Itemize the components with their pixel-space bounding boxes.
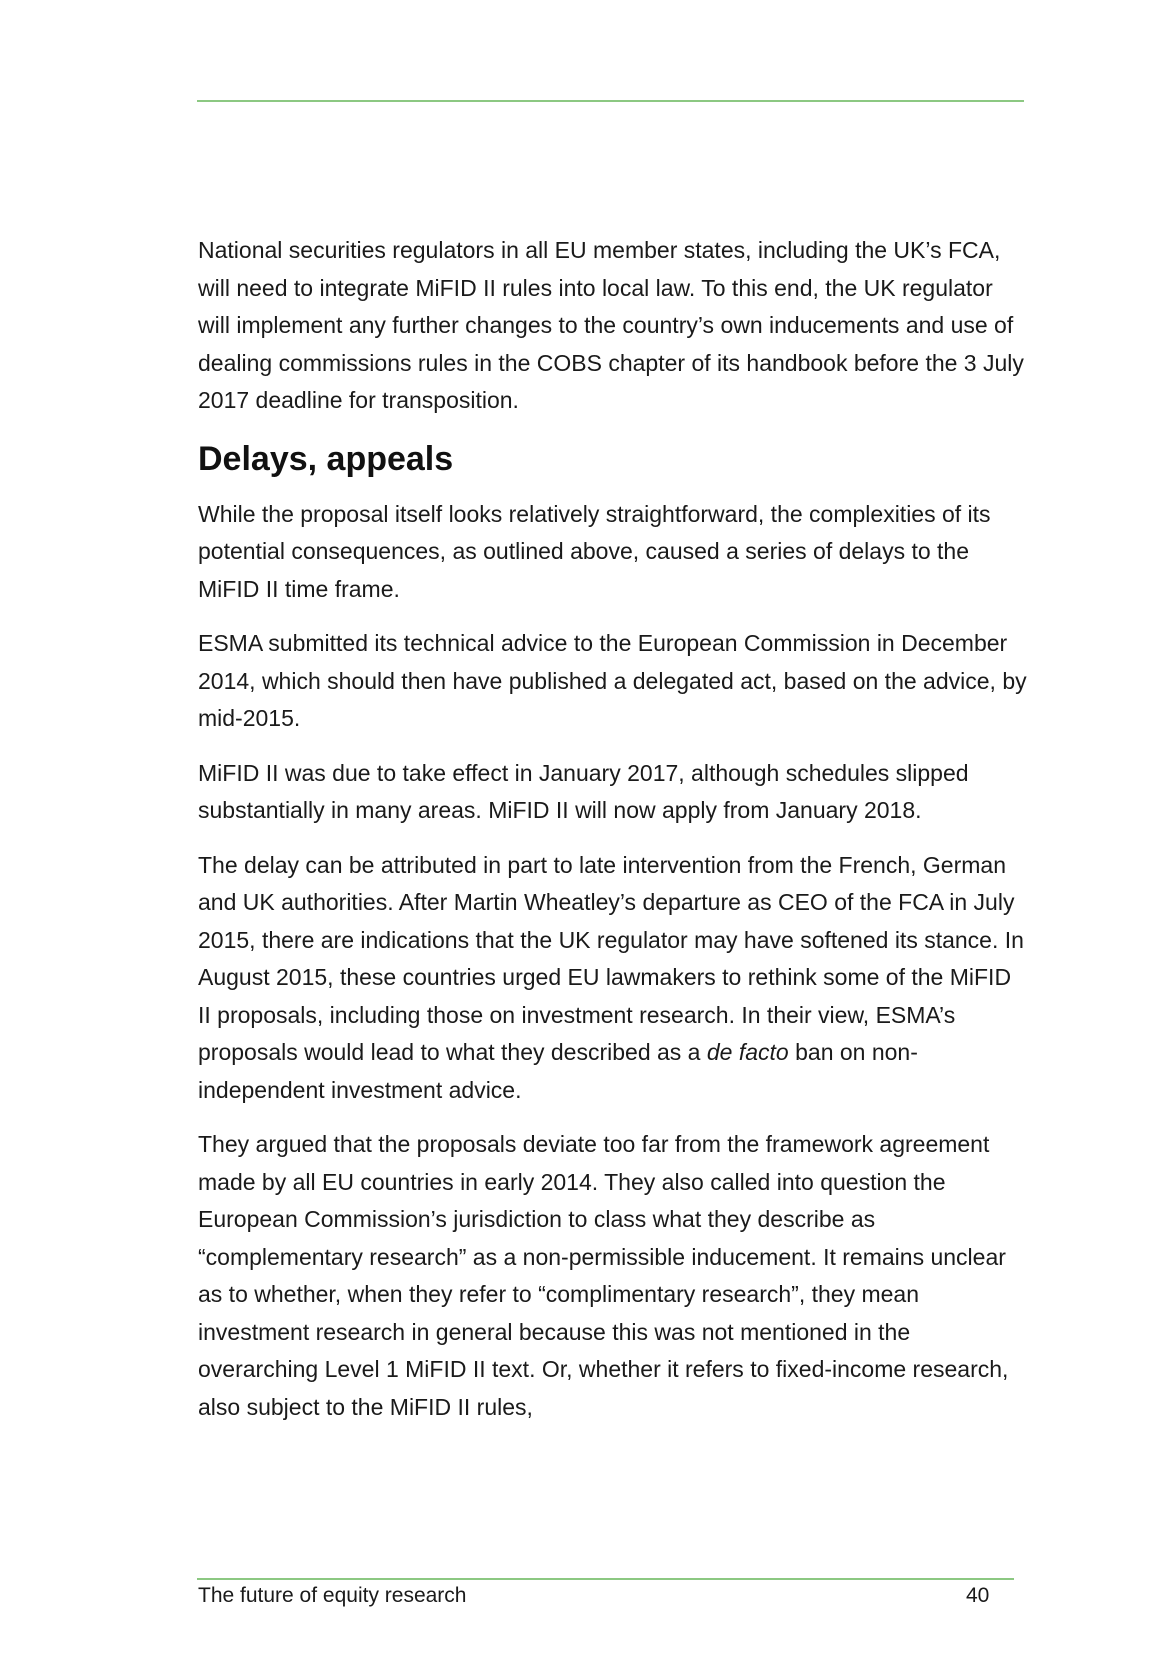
- page-number: 40: [966, 1584, 990, 1607]
- paragraph-intervention: [198, 847, 1028, 1110]
- paragraph-esma-advice: ESMA submitted its technical advice to the European Commission in December 2014, which should then have published a delegated act, based on the advice, by mid-2015.: [198, 630, 1027, 731]
- section-heading: Delays, appeals: [198, 439, 454, 478]
- paragraph-argument: They argued that the proposals deviate too far from the framework agreement made by all EU countries in early 2014. They also called into question the European Commission’s jurisdiction to class what they describe as “complementary research” as a non-permissible inducement. It remains unclear as to whether, when they refer to “complimentary research”, they mean investment research in general because this was not mentioned in the overarching Level 1 MiFID II text. Or, whether it refers to fixed-income research, also subject to the MiFID II rules,: [198, 1131, 1009, 1420]
- paragraph-intervention-start: The delay can be attributed in part to late intervention from the French, German and UK authorities. After Martin Wheatley’s departure as CEO of the FCA in July 2015, there are indications that the UK regulator may have softened its stance. In August 2015, these countries urged EU lawmakers to rethink some of the MiFID II proposals, including those on investment research. In their view, ESMA’s proposals would lead to what they described as a: [198, 851, 1024, 1065]
- paragraph-fca-transposition: National securities regulators in all EU member states, including the UK’s FCA, will need to integrate MiFID II rules into local law. To this end, the UK regulator will implement any further changes to the country’s own inducements and use of dealing commissions rules in the COBS chapter of its handbook before the 3 July 2017 deadline for transposition.: [198, 237, 1024, 413]
- italic-de-facto: de facto: [706, 1039, 789, 1065]
- footer-title: The future of equity research: [198, 1584, 467, 1607]
- paragraph-mifid-timing: MiFID II was due to take effect in January 2017, although schedules slipped substantially in many areas. MiFID II will now apply from January 2018.: [198, 759, 969, 823]
- footer-divider: [197, 1578, 1014, 1580]
- paragraph-delays: While the proposal itself looks relatively straightforward, the complexities of its potential consequences, as outlined above, caused a series of delays to the MiFID II time frame.: [198, 500, 991, 602]
- header-divider: [197, 100, 1024, 102]
- page-body: [198, 232, 1028, 1443]
- paragraph-intervention-end: ban on non-independent investment advice.: [198, 1039, 918, 1103]
